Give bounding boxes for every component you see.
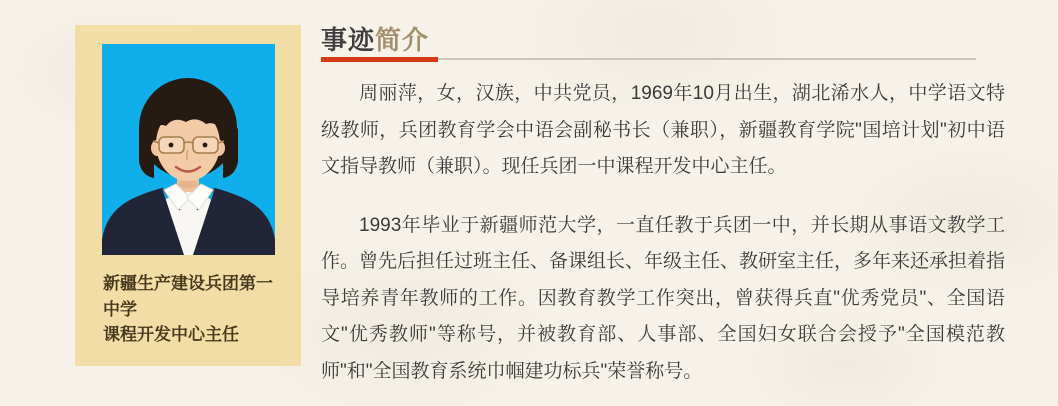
- divider-line: [438, 58, 976, 60]
- portrait-photo: [102, 44, 275, 255]
- section-heading: [321, 25, 1005, 55]
- bio-paragraph-1: 周丽萍，女，汉族，中共党员，1969年10月出生，湖北浠水人，中学语文特级教师，兵团教育学会中语会副秘书长（兼职），新疆教育学院"国培计划"初中语文指导教师（兼职）。现任兵团一中课程开发中心主任。: [321, 83, 1005, 177]
- profile-card-caption: [75, 255, 301, 348]
- bio-paragraph-2: 1993年毕业于新疆师范大学，一直任教于兵团一中，并长期从事语文教学工作。曾先后担任过班主任、备课组长、年级主任、教研室主任，多年来还承担着指导培养青年教师的工作。因教育教学工作突出，曾获得兵直"优秀党员"、全国语文"优秀教师"等称号，并被教育部、人事部、全国妇女联合会授予"全国模范教师"和"全国教育系统巾帼建功标兵"荣誉称号。: [321, 214, 1006, 382]
- job-title: 课程开发中心主任: [103, 325, 239, 344]
- heading-primary-text: 事迹: [321, 25, 376, 55]
- heading-secondary-text: 简介: [375, 25, 430, 55]
- profile-card: [75, 25, 301, 366]
- accent-bar: [321, 57, 438, 62]
- school-name: 新疆生产建设兵团第一中学: [103, 274, 273, 319]
- woman-portrait-illustration: [102, 44, 275, 255]
- bio-section: [321, 25, 1005, 390]
- heading-underline: [321, 57, 976, 62]
